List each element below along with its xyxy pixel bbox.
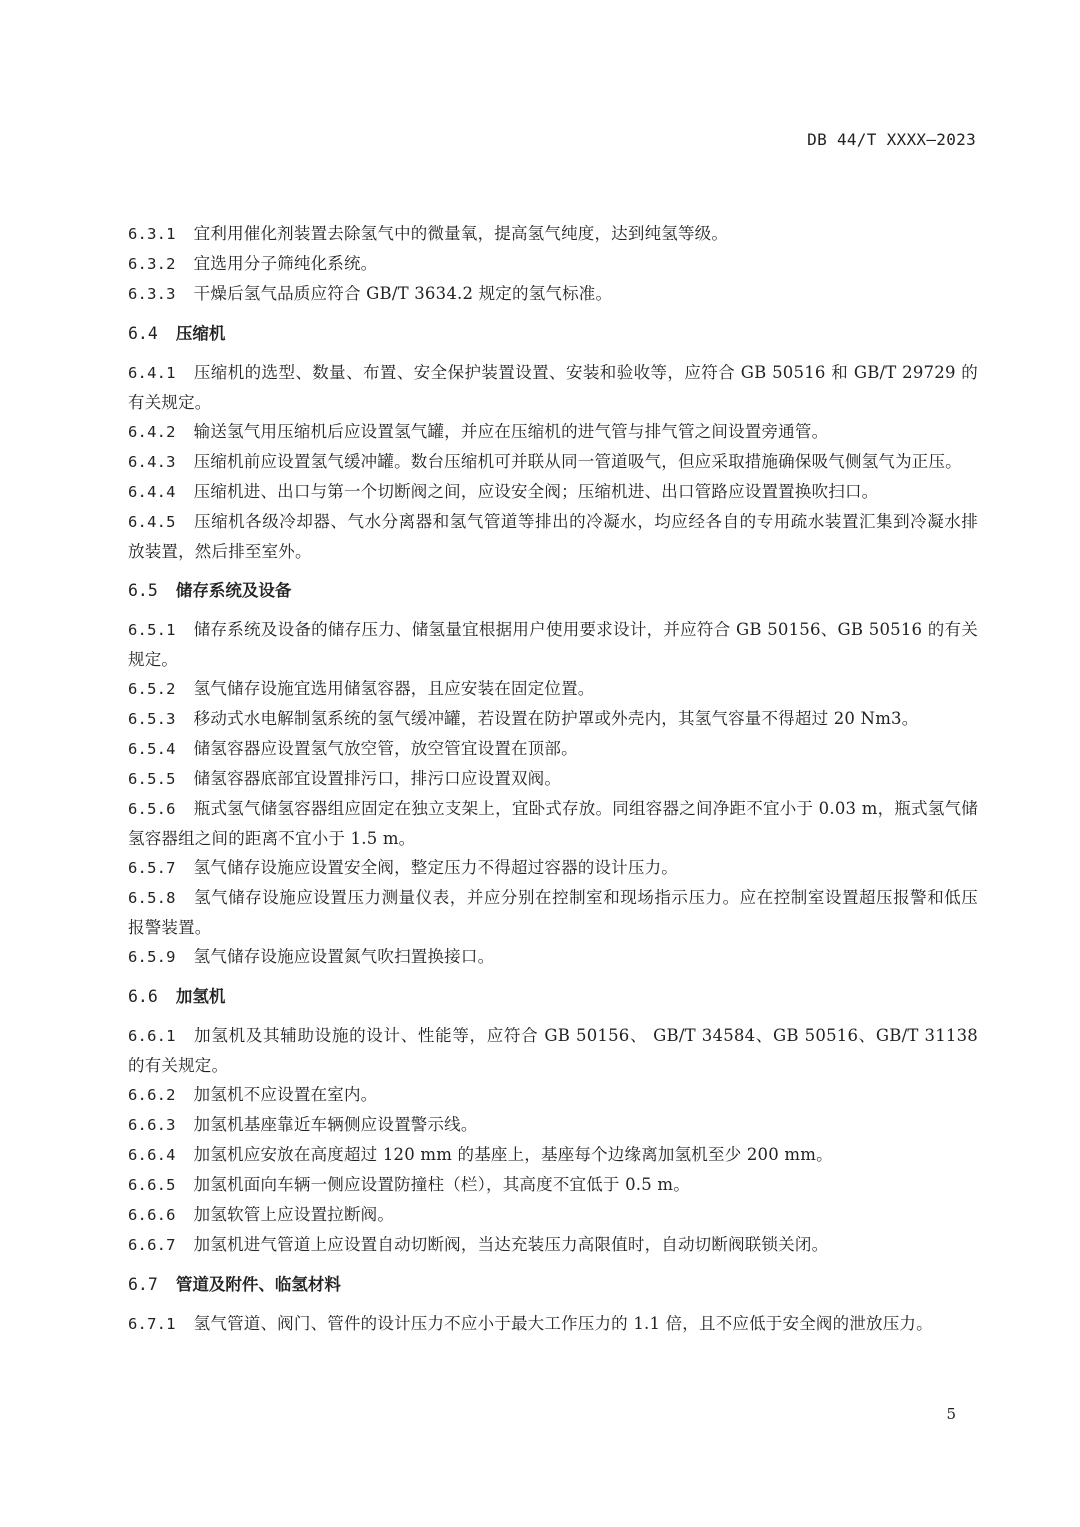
clause-number: 6.4.5: [128, 513, 176, 531]
clause-number: 6.3.2: [128, 255, 176, 273]
clause-text: 加氢机应安放在高度超过 120 mm 的基座上，基座每个边缘离加氢机至少 200 mm。: [193, 1145, 833, 1164]
clause-number: 6.6.3: [128, 1116, 176, 1134]
clause-paragraph: [128, 883, 978, 942]
clause-text: 压缩机进、出口与第一个切断阀之间，应设安全阀；压缩机进、出口管路应设置置换吹扫口。: [193, 482, 879, 501]
clause-text: 氢气管道、阀门、管件的设计压力不应小于最大工作压力的 1.1 倍，且不应低于安全阀的泄放压力。: [193, 1314, 933, 1333]
clause-number: 6.4.4: [128, 483, 176, 501]
section-title: 管道及附件、临氢材料: [175, 1275, 341, 1294]
clause-paragraph: [128, 1021, 978, 1080]
clause-number: 6.5.4: [128, 740, 176, 758]
clause-paragraph: [128, 1230, 978, 1260]
clause-text: 输送氢气用压缩机后应设置氢气罐，并应在压缩机的进气管与排气管之间设置旁通管。: [193, 422, 829, 441]
clause-number: 6.5.7: [128, 859, 176, 877]
page-number: 5: [946, 1405, 956, 1423]
section-number: 6.6: [128, 987, 158, 1006]
clause-paragraph: [128, 764, 978, 794]
clause-number: 6.5.6: [128, 800, 176, 818]
clause-paragraph: [128, 615, 978, 674]
clause-text: 压缩机前应设置氢气缓冲罐。数台压缩机可并联从同一管道吸气，但应采取措施确保吸气侧氢气为正压。: [193, 452, 962, 471]
clause-text: 加氢机及其辅助设施的设计、性能等，应符合 GB 50156、 GB/T 34584、GB 50516、GB/T 31138 的有关规定。: [128, 1026, 978, 1075]
clause-paragraph: [128, 358, 978, 417]
clause-text: 宜选用分子筛纯化系统。: [193, 254, 378, 273]
clause-paragraph: [128, 1200, 978, 1230]
section-number: 6.4: [128, 324, 158, 343]
clause-number: 6.5.8: [128, 889, 176, 907]
section-title: 压缩机: [175, 324, 226, 343]
clause-text: 瓶式氢气储氢容器组应固定在独立支架上，宜卧式存放。同组容器之间净距不宜小于 0.03 m，瓶式氢气储氢容器组之间的距离不宜小于 1.5 m。: [128, 799, 978, 848]
clause-number: 6.4.1: [128, 364, 176, 382]
clause-paragraph: [128, 477, 978, 507]
clause-number: 6.4.3: [128, 453, 176, 471]
clause-number: 6.6.7: [128, 1236, 176, 1254]
clause-text: 宜利用催化剂装置去除氢气中的微量氧，提高氢气纯度，达到纯氢等级。: [193, 224, 729, 243]
section-heading: [128, 1270, 978, 1299]
clause-number: 6.5.3: [128, 710, 176, 728]
clause-text: 加氢机面向车辆一侧应设置防撞柱（栏），其高度不宜低于 0.5 m。: [193, 1175, 690, 1194]
clause-paragraph: [128, 1110, 978, 1140]
clause-paragraph: [128, 249, 978, 279]
clause-text: 氢气储存设施宜选用储氢容器，且应安装在固定位置。: [193, 679, 595, 698]
clause-text: 储氢容器底部宜设置排污口，排污口应设置双阀。: [193, 769, 562, 788]
clause-text: 氢气储存设施应设置压力测量仪表，并应分别在控制室和现场指示压力。应在控制室设置超压报警和低压报警装置。: [128, 888, 978, 937]
clause-paragraph: [128, 853, 978, 883]
document-code: DB 44/T XXXX—2023: [807, 130, 976, 149]
clause-paragraph: [128, 1080, 978, 1110]
clause-number: 6.5.9: [128, 948, 176, 966]
section-heading: [128, 576, 978, 605]
clause-paragraph: [128, 279, 978, 309]
clause-text: 氢气储存设施应设置氮气吹扫置换接口。: [193, 947, 495, 966]
clause-paragraph: [128, 942, 978, 972]
clause-text: 加氢软管上应设置拉断阀。: [193, 1205, 395, 1224]
clause-text: 加氢机进气管道上应设置自动切断阀，当达充装压力高限值时，自动切断阀联锁关闭。: [193, 1235, 829, 1254]
clause-paragraph: [128, 674, 978, 704]
clause-text: 氢气储存设施应设置安全阀，整定压力不得超过容器的设计压力。: [193, 858, 678, 877]
clause-text: 干燥后氢气品质应符合 GB/T 3634.2 规定的氢气标准。: [193, 284, 613, 303]
clause-paragraph: [128, 447, 978, 477]
section-title: 加氢机: [175, 987, 226, 1006]
clause-number: 6.3.3: [128, 285, 176, 303]
clause-number: 6.3.1: [128, 225, 176, 243]
section-heading: [128, 982, 978, 1011]
clause-number: 6.6.1: [128, 1027, 176, 1045]
clause-number: 6.6.4: [128, 1146, 176, 1164]
clause-text: 储氢容器应设置氢气放空管，放空管宜设置在顶部。: [193, 739, 578, 758]
clause-number: 6.5.2: [128, 680, 176, 698]
section-number: 6.7: [128, 1275, 158, 1294]
clause-text: 加氢机基座靠近车辆侧应设置警示线。: [193, 1115, 478, 1134]
clause-text: 压缩机的选型、数量、布置、安全保护装置设置、安装和验收等，应符合 GB 50516 和 GB/T 29729 的有关规定。: [128, 363, 978, 412]
clause-text: 压缩机各级冷却器、气水分离器和氢气管道等排出的冷凝水，均应经各自的专用疏水装置汇集到冷凝水排放装置，然后排至室外。: [128, 512, 978, 561]
clause-paragraph: [128, 1170, 978, 1200]
clause-paragraph: [128, 794, 978, 853]
clause-number: 6.7.1: [128, 1315, 176, 1333]
clause-number: 6.6.5: [128, 1176, 176, 1194]
clause-text: 加氢机不应设置在室内。: [193, 1085, 378, 1104]
clause-paragraph: [128, 734, 978, 764]
document-body: [128, 219, 978, 1339]
clause-number: 6.4.2: [128, 423, 176, 441]
clause-paragraph: [128, 704, 978, 734]
clause-paragraph: [128, 1140, 978, 1170]
clause-paragraph: [128, 417, 978, 447]
section-title: 储存系统及设备: [175, 581, 292, 600]
clause-paragraph: [128, 507, 978, 566]
clause-paragraph: [128, 219, 978, 249]
clause-number: 6.6.6: [128, 1206, 176, 1224]
clause-paragraph: [128, 1309, 978, 1339]
clause-number: 6.5.5: [128, 770, 176, 788]
section-heading: [128, 319, 978, 348]
section-number: 6.5: [128, 581, 158, 600]
clause-text: 储存系统及设备的储存压力、储氢量宜根据用户使用要求设计，并应符合 GB 50156、GB 50516 的有关规定。: [128, 620, 978, 669]
clause-text: 移动式水电解制氢系统的氢气缓冲罐，若设置在防护罩或外壳内，其氢气容量不得超过 20 Nm3。: [193, 709, 919, 728]
clause-number: 6.5.1: [128, 621, 176, 639]
clause-number: 6.6.2: [128, 1086, 176, 1104]
